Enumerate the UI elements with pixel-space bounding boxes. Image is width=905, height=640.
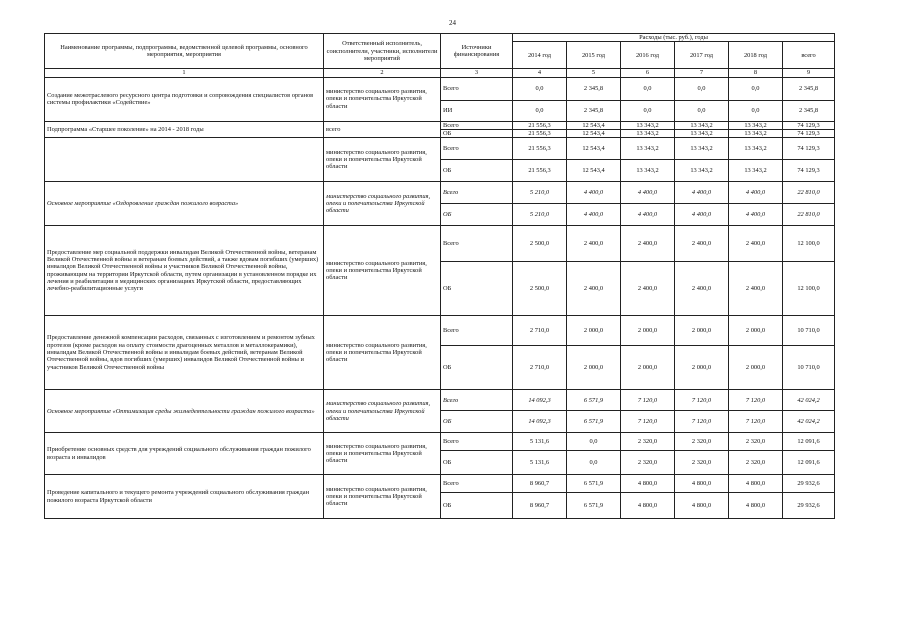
row-value: 4 400,0 xyxy=(675,182,729,204)
header-year: 2016 год xyxy=(621,42,675,69)
row-value: 12 091,6 xyxy=(783,433,835,451)
row-name: Предоставление мер социальной поддержки инвалидам Великой Отечественной войны, ветеранам Великой Отечественной войны и ветеранам боевых действий, а также вдовам погибших (умерших) инвалидов Великой Отечественной войны и участников Великой Отечественной войны, проживающим на территории Иркутской области, путем организации в установленном порядке их лечения и реабилитации в медицинских организациях Иркутской области, предоставляющих лечебно-реабилитационные услуги xyxy=(45,226,324,316)
row-value: 2 320,0 xyxy=(675,433,729,451)
row-source: Всего xyxy=(441,433,513,451)
row-source: Всего xyxy=(441,226,513,262)
column-number: 5 xyxy=(567,69,621,77)
row-value: 2 400,0 xyxy=(675,226,729,262)
row-value: 0,0 xyxy=(621,77,675,100)
row-value: 0,0 xyxy=(513,100,567,121)
row-executor: министерство социального развития, опеки и попечительства Иркутской области xyxy=(324,138,441,182)
row-value: 5 210,0 xyxy=(513,204,567,226)
row-source: ОБ xyxy=(441,451,513,475)
row-value: 4 800,0 xyxy=(729,475,783,493)
row-value: 4 800,0 xyxy=(621,475,675,493)
row-value: 42 024,2 xyxy=(783,411,835,433)
row-value: 13 343,2 xyxy=(621,138,675,160)
row-value: 4 800,0 xyxy=(729,493,783,519)
row-value: 10 710,0 xyxy=(783,316,835,346)
row-value: 2 345,8 xyxy=(783,100,835,121)
row-value: 4 800,0 xyxy=(621,493,675,519)
row-value: 21 556,3 xyxy=(513,121,567,129)
row-value: 13 343,2 xyxy=(729,129,783,137)
row-value: 10 710,0 xyxy=(783,346,835,390)
table-row xyxy=(45,475,835,493)
row-value: 0,0 xyxy=(729,100,783,121)
row-value: 2 320,0 xyxy=(675,451,729,475)
row-value: 29 932,6 xyxy=(783,475,835,493)
header-expenses: Расходы (тыс. руб.), годы xyxy=(513,34,835,42)
table-row xyxy=(45,226,835,262)
row-value: 2 710,0 xyxy=(513,346,567,390)
row-source: Всего xyxy=(441,138,513,160)
header-year: всего xyxy=(783,42,835,69)
column-number: 2 xyxy=(324,69,441,77)
row-source: ИИ xyxy=(441,100,513,121)
row-value: 2 500,0 xyxy=(513,262,567,316)
table-row xyxy=(45,433,835,451)
row-value: 0,0 xyxy=(567,433,621,451)
header-year: 2018 год xyxy=(729,42,783,69)
row-value: 4 400,0 xyxy=(729,182,783,204)
row-source: ОБ xyxy=(441,129,513,137)
row-value: 2 000,0 xyxy=(621,346,675,390)
table-row xyxy=(45,182,835,204)
row-executor: министерство социального развития, опеки и попечительства Иркутской области xyxy=(324,77,441,121)
row-value: 2 400,0 xyxy=(567,226,621,262)
row-name: Основное мероприятие «Оптимизация среды жизнедеятельности граждан пожилого возраста» xyxy=(45,390,324,433)
row-name: Создание межотраслевого ресурсного центра подготовки и сопровождения специалистов органов системы профилактики «Содействие» xyxy=(45,77,324,121)
row-value: 12 091,6 xyxy=(783,451,835,475)
row-value: 2 710,0 xyxy=(513,316,567,346)
table-row xyxy=(45,138,835,160)
row-value: 6 571,9 xyxy=(567,390,621,411)
row-value: 14 092,3 xyxy=(513,390,567,411)
row-name: Приобретение основных средств для учреждений социального обслуживания граждан пожилого возраста и инвалидов xyxy=(45,433,324,475)
row-value: 13 343,2 xyxy=(621,121,675,129)
column-number: 1 xyxy=(45,69,324,77)
row-executor: министерство социального развития, опеки и попечительства Иркутской области xyxy=(324,433,441,475)
row-value: 2 500,0 xyxy=(513,226,567,262)
row-value: 74 129,3 xyxy=(783,129,835,137)
row-value: 6 571,9 xyxy=(567,411,621,433)
row-source: Всего xyxy=(441,182,513,204)
row-source: ОБ xyxy=(441,411,513,433)
table-row xyxy=(45,390,835,411)
header-year: 2014 год xyxy=(513,42,567,69)
row-value: 74 129,3 xyxy=(783,160,835,182)
column-number: 8 xyxy=(729,69,783,77)
row-value: 12 543,4 xyxy=(567,160,621,182)
table-row xyxy=(45,121,835,129)
row-value: 74 129,3 xyxy=(783,121,835,129)
row-value: 42 024,2 xyxy=(783,390,835,411)
header-executor: Ответственный исполнитель, соисполнители, участники, исполнители мероприятий xyxy=(324,34,441,69)
row-executor: министерство социального развития, опеки и попечительства Иркутской области xyxy=(324,390,441,433)
row-source: Всего xyxy=(441,390,513,411)
row-value: 2 320,0 xyxy=(621,451,675,475)
row-value: 12 543,4 xyxy=(567,138,621,160)
row-value: 7 120,0 xyxy=(729,411,783,433)
row-value: 0,0 xyxy=(513,77,567,100)
row-value: 14 092,3 xyxy=(513,411,567,433)
row-executor: министерство социального развития, опеки и попечительства Иркутской области xyxy=(324,475,441,519)
row-value: 0,0 xyxy=(729,77,783,100)
row-value: 0,0 xyxy=(675,77,729,100)
row-value: 7 120,0 xyxy=(621,411,675,433)
column-number: 4 xyxy=(513,69,567,77)
row-value: 2 345,8 xyxy=(783,77,835,100)
row-value: 0,0 xyxy=(621,100,675,121)
row-value: 2 000,0 xyxy=(729,316,783,346)
row-source: Всего xyxy=(441,121,513,129)
row-value: 22 810,0 xyxy=(783,182,835,204)
row-name: Подпрограмма «Старшее поколение» на 2014 - 2018 годы xyxy=(45,121,324,138)
header-source: Источники финансирования xyxy=(441,34,513,69)
row-source: ОБ xyxy=(441,204,513,226)
row-value: 5 131,6 xyxy=(513,433,567,451)
column-number: 6 xyxy=(621,69,675,77)
row-value: 13 343,2 xyxy=(675,160,729,182)
row-value: 5 210,0 xyxy=(513,182,567,204)
header-year: 2017 год xyxy=(675,42,729,69)
row-value: 4 800,0 xyxy=(675,475,729,493)
row-value: 0,0 xyxy=(567,451,621,475)
table-row xyxy=(45,316,835,346)
row-name-empty xyxy=(45,138,324,182)
column-number: 7 xyxy=(675,69,729,77)
row-value: 12 543,4 xyxy=(567,121,621,129)
row-source: Всего xyxy=(441,77,513,100)
row-name: Предоставление денежной компенсации расходов, связанных с изготовлением и ремонтом зубных протезов (кроме расходов на оплату стоимости драгоценных металлов и металлокерамики), инвалидам Великой Отечественной войны и инвалидам боевых действий, ветеранам Великой Отечественной войны, вдов погибших (умерших) инвалидов Великой Отечественной войны и участников Великой Отечественной войны xyxy=(45,316,324,390)
row-value: 7 120,0 xyxy=(675,411,729,433)
row-value: 12 100,0 xyxy=(783,226,835,262)
row-executor: министерство социального развития, опеки и попечительства Иркутской области xyxy=(324,316,441,390)
row-value: 21 556,3 xyxy=(513,129,567,137)
row-value: 4 400,0 xyxy=(621,182,675,204)
row-source: ОБ xyxy=(441,262,513,316)
row-value: 21 556,3 xyxy=(513,138,567,160)
row-value: 29 932,6 xyxy=(783,493,835,519)
row-value: 2 000,0 xyxy=(675,346,729,390)
row-value: 2 400,0 xyxy=(675,262,729,316)
row-source: ОБ xyxy=(441,493,513,519)
page-number: 24 xyxy=(449,19,456,27)
row-value: 4 400,0 xyxy=(567,204,621,226)
row-name: Основное мероприятие «Оздоровление граждан пожилого возраста» xyxy=(45,182,324,226)
row-value: 2 320,0 xyxy=(621,433,675,451)
row-value: 2 400,0 xyxy=(729,262,783,316)
row-value: 5 131,6 xyxy=(513,451,567,475)
row-value: 12 543,4 xyxy=(567,129,621,137)
row-value: 2 000,0 xyxy=(567,346,621,390)
row-value: 2 345,8 xyxy=(567,77,621,100)
row-value: 4 400,0 xyxy=(621,204,675,226)
row-value: 4 400,0 xyxy=(675,204,729,226)
row-value: 13 343,2 xyxy=(729,138,783,160)
row-value: 21 556,3 xyxy=(513,160,567,182)
row-name: Проведение капитального и текущего ремонта учреждений социального обслуживания граждан пожилого возраста Иркутской области xyxy=(45,475,324,519)
row-value: 4 800,0 xyxy=(675,493,729,519)
row-value: 2 400,0 xyxy=(621,226,675,262)
row-value: 2 400,0 xyxy=(567,262,621,316)
row-value: 74 129,3 xyxy=(783,138,835,160)
row-value: 6 571,9 xyxy=(567,493,621,519)
row-value: 0,0 xyxy=(675,100,729,121)
row-value: 12 100,0 xyxy=(783,262,835,316)
row-value: 13 343,2 xyxy=(675,138,729,160)
column-number-row xyxy=(45,69,835,77)
row-value: 2 400,0 xyxy=(729,226,783,262)
row-value: 7 120,0 xyxy=(621,390,675,411)
row-value: 8 960,7 xyxy=(513,493,567,519)
row-value: 7 120,0 xyxy=(675,390,729,411)
row-value: 2 000,0 xyxy=(567,316,621,346)
row-value: 2 320,0 xyxy=(729,433,783,451)
row-value: 2 345,8 xyxy=(567,100,621,121)
table-row xyxy=(45,77,835,100)
row-value: 13 343,2 xyxy=(675,129,729,137)
row-executor: министерство социального развития, опеки и попечительства Иркутской области xyxy=(324,182,441,226)
row-value: 6 571,9 xyxy=(567,475,621,493)
row-source: Всего xyxy=(441,475,513,493)
row-value: 2 000,0 xyxy=(621,316,675,346)
header-row-1 xyxy=(45,34,835,42)
row-executor: министерство социального развития, опеки и попечительства Иркутской области xyxy=(324,226,441,316)
row-value: 4 400,0 xyxy=(729,204,783,226)
row-source: ОБ xyxy=(441,160,513,182)
row-value: 13 343,2 xyxy=(621,160,675,182)
expenditure-table xyxy=(44,33,835,519)
row-value: 7 120,0 xyxy=(729,390,783,411)
row-value: 2 400,0 xyxy=(621,262,675,316)
header-year: 2015 год xyxy=(567,42,621,69)
header-name: Наименование программы, подпрограммы, ведомственной целевой программы, основного мероприятия, мероприятия xyxy=(45,34,324,69)
row-value: 13 343,2 xyxy=(675,121,729,129)
row-source: ОБ xyxy=(441,346,513,390)
row-value: 13 343,2 xyxy=(729,160,783,182)
row-executor: всего xyxy=(324,121,441,138)
row-value: 2 000,0 xyxy=(729,346,783,390)
column-number: 9 xyxy=(783,69,835,77)
row-value: 2 000,0 xyxy=(675,316,729,346)
row-value: 4 400,0 xyxy=(567,182,621,204)
row-source: Всего xyxy=(441,316,513,346)
row-value: 13 343,2 xyxy=(729,121,783,129)
row-value: 22 810,0 xyxy=(783,204,835,226)
row-value: 8 960,7 xyxy=(513,475,567,493)
row-value: 2 320,0 xyxy=(729,451,783,475)
row-value: 13 343,2 xyxy=(621,129,675,137)
column-number: 3 xyxy=(441,69,513,77)
